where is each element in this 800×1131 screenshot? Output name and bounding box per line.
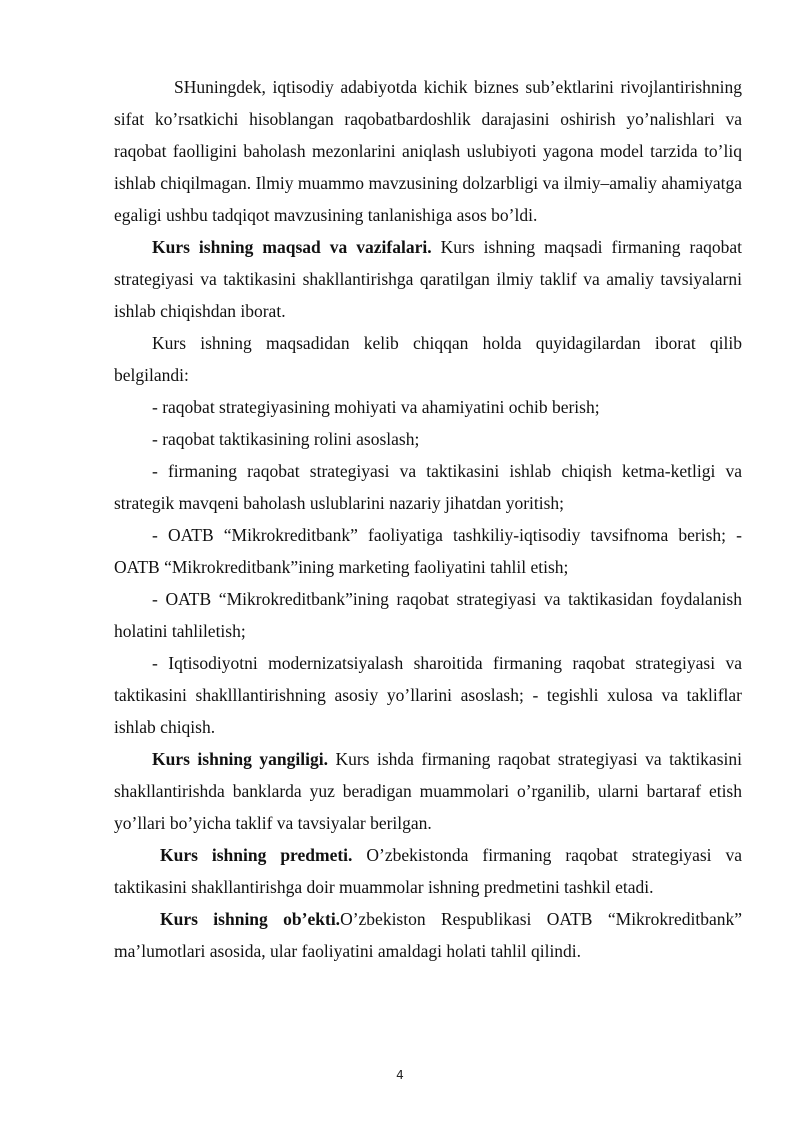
heading-subject: Kurs ishning predmeti. [160, 845, 353, 865]
list-item: - raqobat taktikasining rolini asoslash; [152, 429, 420, 449]
paragraph-subject: Kurs ishning predmeti. O’zbekistonda firmaning raqobat strategiyasi va taktikasini shakllantirishga doir muammolar ishning predmetini tashkil etadi. [114, 845, 742, 897]
list-item: - OATB “Mikrokreditbank”ining raqobat strategiyasi va taktikasidan foydalanish holatini tahliletish; [114, 589, 742, 641]
paragraph-intro: SHuningdek, iqtisodiy adabiyotda kichik biznes sub’ektlarini rivojlantirishning sifat ko’rsatkichi hisoblangan raqobatbardoshlik darajasini oshirish yo’nalishlari va raqobat faolligini baholash mezonlarini aniqlash uslubiyoti yagona model tarzida to’liq ishlab chiqilmagan. Ilmiy muammo mavzusining dolzarbligi va ilmiy–amaliy ahamiyatga egaligi ushbu tadqiqot mavzusining tanlanishiga asos bo’ldi. [114, 77, 742, 225]
page-number: 4 [396, 1068, 404, 1082]
list-item: - OATB “Mikrokreditbank” faoliyatiga tashkiliy-iqtisodiy tavsifnoma berish; - OATB “Mikrokreditbank”ining marketing faoliyatini tahlil etish; [114, 525, 742, 577]
list-item: - raqobat strategiyasining mohiyati va ahamiyatini ochib berish; [152, 397, 600, 417]
list-item: - Iqtisodiyotni modernizatsiyalash sharoitida firmaning raqobat strategiyasi va taktikasini shaklllantirishning asosiy yo’llarini asoslash; - tegishli xulosa va takliflar ishlab chiqish. [114, 653, 742, 737]
body-text [114, 71, 742, 967]
paragraph-tasks-intro: Kurs ishning maqsadidan kelib chiqqan holda quyidagilardan iborat qilib belgilandi: [114, 333, 742, 385]
paragraph-goals: Kurs ishning maqsad va vazifalari. Kurs ishning maqsadi firmaning raqobat strategiyasi va taktikasini shakllantirishga qaratilgan ilmiy taklif va amaliy tavsiyalarni ishlab chiqishdan iborat. [114, 237, 742, 321]
heading-novelty: Kurs ishning yangiligi. [152, 749, 328, 769]
heading-object: Kurs ishning ob’ekti. [160, 909, 341, 929]
paragraph-object: Kurs ishning ob’ekti.O’zbekiston Respublikasi OATB “Mikrokreditbank” ma’lumotlari asosida, ular faoliyatini amaldagi holati tahlil qilindi. [114, 909, 742, 961]
heading-goals: Kurs ishning maqsad va vazifalari. [152, 237, 432, 257]
paragraph-novelty: Kurs ishning yangiligi. Kurs ishda firmaning raqobat strategiyasi va taktikasini shakllantirishda banklarda yuz beradigan muammolari o’rganilib, ularni bartaraf etish yo’llari bo’yicha taklif va tavsiyalar berilgan. [114, 749, 742, 833]
list-item: - firmaning raqobat strategiyasi va taktikasini ishlab chiqish ketma-ketligi va strategik mavqeni baholash uslublarini nazariy jihatdan yoritish; [114, 461, 742, 513]
